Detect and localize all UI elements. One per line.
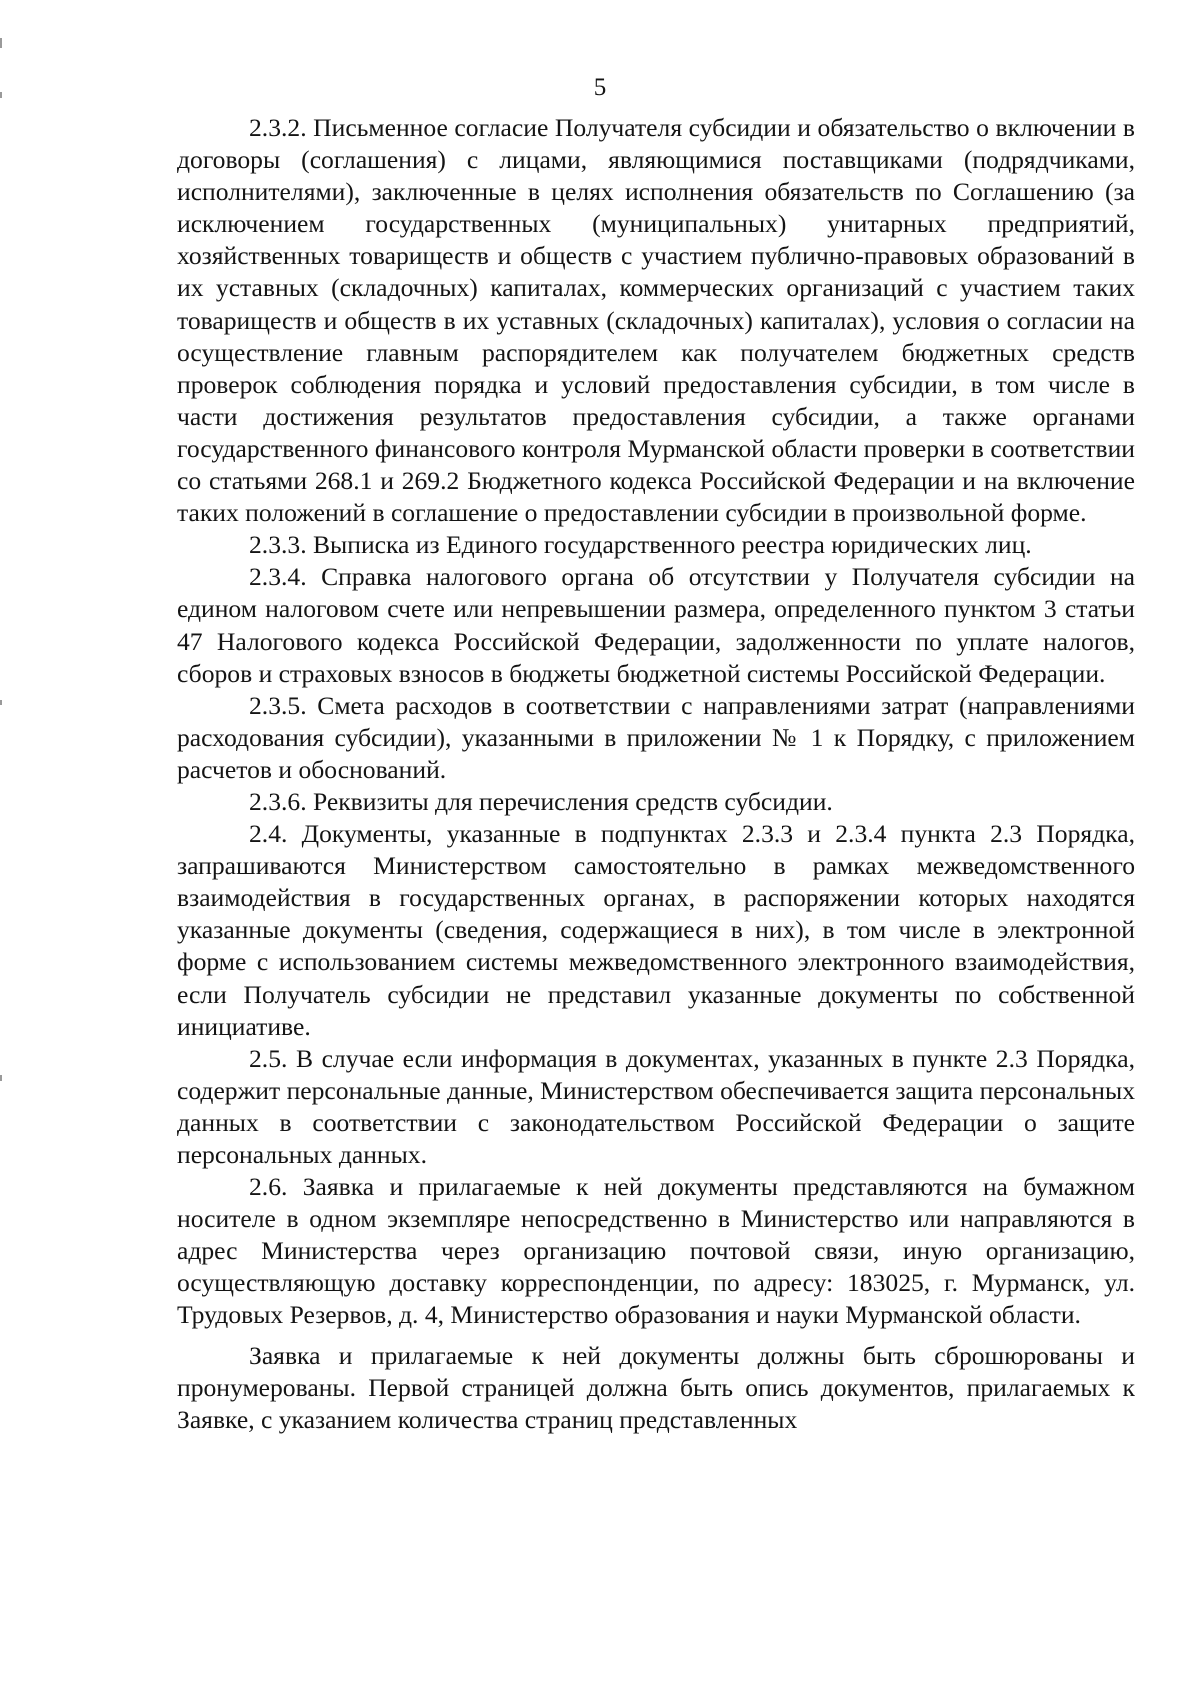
document-body bbox=[177, 112, 1135, 1436]
scan-artifact bbox=[0, 700, 2, 705]
paragraph-2-3-4: 2.3.4. Справка налогового органа об отсутствии у Получателя субсидии на едином налоговом счете или непревышении размера, определенного пунктом 3 статьи 47 Налогового кодекса Российской Федерации, задолженности по уплате налогов, сборов и страховых взносов в бюджеты бюджетной системы Российской Федерации. bbox=[177, 562, 1135, 688]
paragraph-2-5: 2.5. В случае если информация в документах, указанных в пункте 2.3 Порядка, содержит персональные данные, Министерством обеспечивается защита персональных данных в соответствии с законодательством Российской Федерации о защите персональных данных. bbox=[177, 1043, 1135, 1169]
paragraph-2-3-3: 2.3.3. Выписка из Единого государственного реестра юридических лиц. bbox=[249, 530, 1032, 560]
paragraph-2-3-2: 2.3.2. Письменное согласие Получателя субсидии и обязательство о включении в договоры (соглашения) с лицами, являющимися поставщиками (подрядчиками, исполнителями), заключенные в целях исполнения обязательств по Соглашению (за исключением государственных (муниципальных) унитарных предприятий, хозяйственных товариществ и обществ с участием публично-правовых образований в их уставных (складочных) капиталах, коммерческих организаций с участием таких товариществ и обществ в их уставных (складочных) капиталах), условия о согласии на осуществление главным распорядителем как получателем бюджетных средств проверок соблюдения порядка и условий предоставления субсидии, в том числе в части достижения результатов предоставления субсидии, а также органами государственного финансового контроля Мурманской области проверки в соответствии со статьями 268.1 и 269.2 Бюджетного кодекса Российской Федерации и на включение таких положений в соглашение о предоставлении субсидии в произвольной форме. bbox=[177, 113, 1135, 528]
paragraph-2-3-5: 2.3.5. Смета расходов в соответствии с направлениями затрат (направлениями расходования субсидии), указанными в приложении № 1 к Порядку, с приложением расчетов и обоснований. bbox=[177, 690, 1135, 784]
paragraph-application-binding: Заявка и прилагаемые к ней документы должны быть сброшюрованы и пронумерованы. Первой страницей должна быть опись документов, прилагаемых к Заявке, с указанием количества страниц представленных bbox=[177, 1340, 1135, 1434]
page-number: 5 bbox=[593, 74, 607, 101]
scan-artifact bbox=[0, 38, 2, 48]
paragraph-2-4: 2.4. Документы, указанные в подпунктах 2.3.3 и 2.3.4 пункта 2.3 Порядка, запрашиваются Министерством самостоятельно в рамках межведомственного взаимодействия в государственных органах, в распоряжении которых находятся указанные документы (сведения, содержащиеся в них), в том числе в электронной форме с использованием системы межведомственного электронного взаимодействия, если Получатель субсидии не представил указанные документы по собственной инициативе. bbox=[177, 819, 1135, 1041]
scan-artifact bbox=[0, 1075, 2, 1081]
paragraph-2-6: 2.6. Заявка и прилагаемые к ней документы представляются на бумажном носителе в одном экземпляре непосредственно в Министерство или направляются в адрес Министерства через организацию почтовой связи, иную организацию, осуществляющую доставку корреспонденции, по адресу: 183025, г. Мурманск, ул. Трудовых Резервов, д. 4, Министерство образования и науки Мурманской области. bbox=[177, 1172, 1135, 1330]
paragraph-2-3-6: 2.3.6. Реквизиты для перечисления средств субсидии. bbox=[249, 786, 833, 816]
